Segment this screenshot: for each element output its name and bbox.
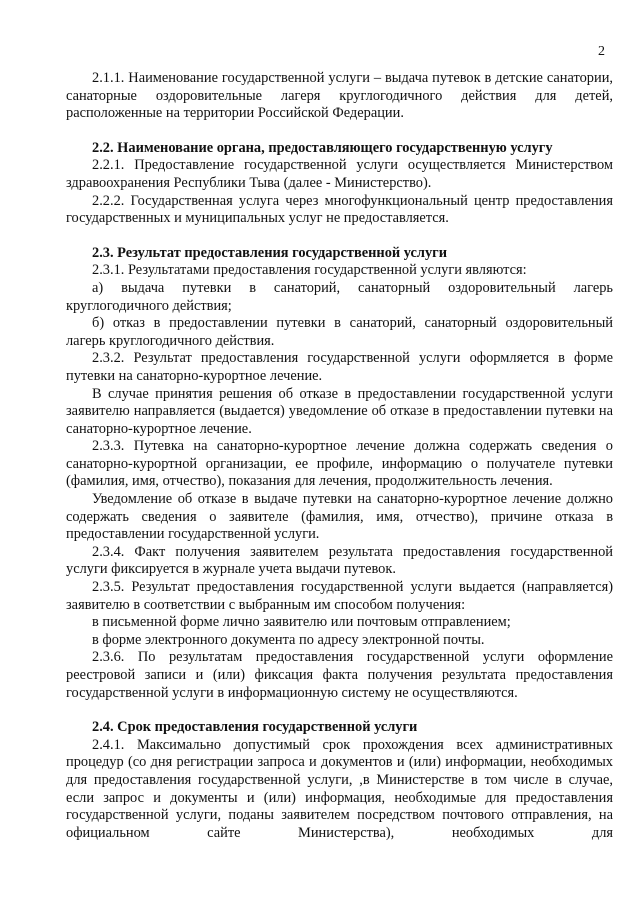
- paragraph-2-3-1-a: а) выдача путевки в санаторий, санаторный оздоровительный лагерь круглогодичного действия;: [66, 279, 613, 314]
- heading-2-3: 2.3. Результат предоставления государственной услуги: [92, 244, 448, 261]
- document-body: [66, 70, 613, 842]
- spacer: [66, 702, 613, 719]
- spacer: [66, 123, 613, 140]
- paragraph-2-1-1: 2.1.1. Наименование государственной услуги – выдача путевок в детские санатории, санаторные оздоровительные лагеря круглогодичного действия для детей, расположенные на территории Российской Федерации.: [66, 70, 613, 122]
- heading-2-4: 2.4. Срок предоставления государственной услуги: [92, 719, 418, 736]
- paragraph-2-3-5: 2.3.5. Результат предоставления государственной услуги выдается (направляется) заявителю в соответствии с выбранным им способом получения:: [66, 579, 613, 613]
- paragraph-2-3-1-b: б) отказ в предоставлении путевки в санаторий, санаторный оздоровительный лагерь круглогодичного действия.: [66, 315, 613, 349]
- paragraph-2-3-3-notice: Уведомление об отказе в выдаче путевки на санаторно-курортное лечение должно содержать сведения о заявителе (фамилия, имя, отчество), причине отказа в предоставлении государственной услуги.: [66, 491, 613, 543]
- paragraph-2-2-1: 2.2.1. Предоставление государственной услуги осуществляется Министерством здравоохранения Республики Тыва (далее - Министерство).: [66, 157, 613, 191]
- paragraph-2-2-2: 2.2.2. Государственная услуга через многофункциональный центр предоставления государственных и муниципальных услуг не предоставляется.: [66, 192, 613, 227]
- paragraph-2-3-2: 2.3.2. Результат предоставления государственной услуги оформляется в форме путевки на санаторно-курортное лечение.: [66, 350, 613, 384]
- paragraph-2-3-5-electronic: в форме электронного документа по адресу электронной почты.: [92, 631, 485, 648]
- paragraph-2-3-2-refusal: В случае принятия решения об отказе в предоставлении государственной услуги заявителю направляется (выдается) уведомление об отказе в предоставлении путевки на санаторно-курортное лечение.: [66, 385, 613, 437]
- page-number: 2: [598, 44, 605, 59]
- paragraph-2-3-4: 2.3.4. Факт получения заявителем результата предоставления государственной услуги фиксируется в журнале учета выдачи путевок.: [66, 543, 613, 578]
- heading-2-2: 2.2. Наименование органа, предоставляющего государственную услугу: [92, 139, 553, 156]
- paragraph-2-3-1: 2.3.1. Результатами предоставления государственной услуги являются:: [92, 262, 527, 279]
- paragraph-2-3-3: 2.3.3. Путевка на санаторно-курортное лечение должна содержать сведения о санаторно-курортной организации, ее профиле, информацию о получателе путевки (фамилия, имя, отчество), показания для лечения, продолжительность лечения.: [66, 438, 613, 490]
- spacer: [66, 228, 613, 245]
- paragraph-2-3-6: 2.3.6. По результатам предоставления государственной услуги оформление реестровой записи и (или) фиксация факта получения результата предоставления государственной услуги в информационную систему не осуществляются.: [66, 649, 613, 701]
- paragraph-2-4-1: 2.4.1. Максимально допустимый срок прохождения всех административных процедур (со дня регистрации запроса и документов и (или) информации, необходимых для предоставления государственной услуги, ,в Министерстве в том числе в случае, если запрос и документы и (или) информация, необходимые для предоставления государственной услуги, поданы заявителем посредством почтового отправления, на официальном сайте Министерства), необходимых для: [66, 736, 613, 841]
- paragraph-2-3-5-written: в письменной форме лично заявителю или почтовым отправлением;: [92, 614, 511, 631]
